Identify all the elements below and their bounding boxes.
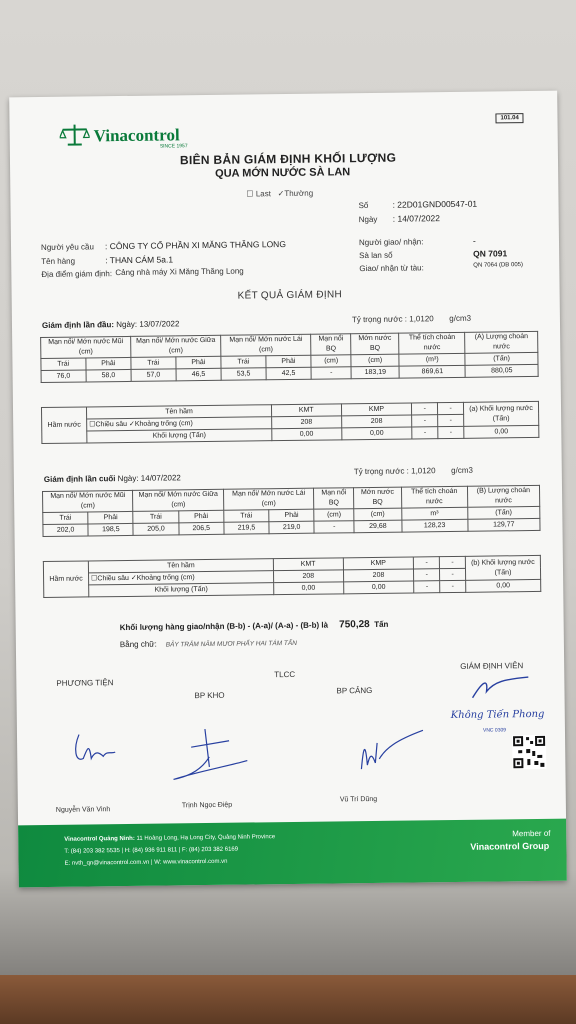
- checkbox-empty-icon: ☐: [89, 420, 96, 428]
- checkbox-empty-icon: ☐: [91, 574, 98, 582]
- sig-giam-dinh-vien: GIÁM ĐỊNH VIÊN: [460, 661, 524, 671]
- table-cell: 208: [272, 416, 342, 429]
- col-phai: Phải: [85, 357, 131, 370]
- checkmark-icon: ✓: [130, 574, 137, 582]
- company-logo: Vinacontrol: [93, 125, 180, 146]
- ship-value: QN 7064 (DB 005): [473, 262, 524, 269]
- inspector-name-script: Không Tiến Phong: [450, 708, 545, 722]
- table-cell: 76,0: [41, 370, 86, 383]
- header-bq: Mạn nổi BQ: [314, 488, 354, 509]
- logo-since: SINCE 1957: [159, 143, 188, 150]
- scale-logo-icon: [60, 122, 90, 146]
- col-phai: Phải: [88, 511, 133, 524]
- table-cell: 0,00: [341, 427, 412, 440]
- footer-address: 11 Hoàng Long, Hạ Long City, Quảng Ninh Province: [136, 834, 276, 842]
- unit-cm: (cm): [351, 354, 399, 367]
- report-title: BIÊN BẢN GIÁM ĐỊNH KHỐI LƯỢNG: [179, 150, 397, 168]
- unit-m3: m³: [401, 507, 467, 520]
- table-cell: -: [440, 580, 466, 592]
- header-giua: Mạn nổi/ Mớn nước Giữa (cm): [131, 335, 221, 357]
- form-code: 101.04: [495, 113, 523, 123]
- header-mon-bq: Mớn nước BQ: [351, 333, 399, 355]
- header-mui: Mạn nổi/ Mớn nước Mũi (cm): [43, 490, 134, 512]
- header-mon-bq: Mớn nước BQ: [354, 487, 402, 509]
- first-inspection-heading: [42, 319, 180, 330]
- footer-company: Vinacontrol Quảng Ninh:: [64, 835, 135, 843]
- table-cell: 29,68: [354, 520, 402, 533]
- khoi-luong: Khối lượng (Tấn): [87, 429, 272, 443]
- ham-label: Hầm nước: [41, 407, 86, 444]
- table-cell: -: [438, 414, 464, 426]
- first-density: [352, 314, 471, 324]
- density-unit: g/cm3: [451, 465, 473, 476]
- summary-value: 750,28: [339, 619, 370, 631]
- table-cell: 198,5: [88, 523, 133, 536]
- table-cell: 129,77: [468, 518, 541, 531]
- unit-cm: (cm): [354, 508, 402, 521]
- chieu-sau: Chiều sâu: [95, 420, 128, 428]
- density-label: Tỷ trọng nước :: [351, 314, 408, 325]
- first-heading: Giám định lần đầu:: [41, 320, 115, 330]
- signature-bp-kho: [169, 726, 250, 781]
- col-phai: Phải: [269, 509, 314, 522]
- checkmark-icon: ✓: [128, 420, 135, 428]
- header-bq: Mạn nổi BQ: [311, 334, 351, 355]
- ten-ham: Tên hầm: [88, 559, 273, 573]
- table-cell: 57,0: [131, 369, 176, 382]
- table-cell: -: [438, 402, 464, 414]
- unit-m3: (m³): [399, 353, 465, 366]
- footer-member-of: Member of: [512, 828, 551, 839]
- floor: [0, 975, 576, 1024]
- density-label: Tỷ trọng nước :: [353, 466, 409, 477]
- ham-result: 0,00: [464, 425, 539, 438]
- header-lai: Mạn nổi/ Mớn nước Lái (cm): [223, 488, 314, 510]
- words-value: BẢY TRĂM NĂM MƯƠI PHẨY HAI TÁM TẤN: [165, 639, 297, 649]
- table-cell: -: [414, 557, 440, 569]
- so-value: : 22D01GND00547-01: [392, 198, 478, 210]
- khoang-trong: Khoảng trống (cm): [134, 419, 193, 428]
- signature-inspector: [464, 671, 534, 702]
- kmp-header: KMP: [341, 403, 412, 416]
- table-cell: 128,23: [402, 519, 468, 532]
- last-tank-table: [43, 555, 541, 598]
- col-trai: Trái: [41, 358, 86, 371]
- kmp-header: KMP: [343, 557, 414, 570]
- summary-words-line: [120, 638, 297, 649]
- kmt-header: KMT: [273, 558, 343, 571]
- table-cell: -: [440, 556, 466, 568]
- option-normal: Thường: [284, 188, 314, 199]
- col-phai: Phải: [176, 356, 222, 369]
- table-cell: 0,00: [274, 582, 344, 595]
- unit-cm: (cm): [311, 355, 351, 367]
- words-label: Bằng chữ:: [119, 639, 157, 650]
- first-date: Ngày: 13/07/2022: [116, 319, 180, 330]
- table-cell: 869,61: [399, 365, 465, 378]
- last-date: Ngày: 14/07/2022: [117, 473, 181, 484]
- place-value: Cảng nhà máy Xi Măng Thăng Long: [115, 266, 244, 278]
- summary-unit: Tấn: [374, 619, 389, 629]
- header-lai: Mạn nổi/ Mớn nước Lái (cm): [221, 334, 311, 356]
- sig-bp-kho: BP KHO: [194, 690, 225, 701]
- table-cell: -: [311, 367, 351, 379]
- col-trai: Trái: [131, 357, 176, 370]
- barge-label: Sà lan số: [359, 250, 393, 261]
- table-cell: 46,5: [176, 368, 222, 381]
- option-last: Last: [255, 189, 271, 199]
- col-trai: Trái: [221, 356, 266, 369]
- ship-label: Giao/ nhận từ tàu:: [359, 263, 424, 274]
- unit-tan: (Tấn): [467, 506, 540, 519]
- table-cell: -: [414, 581, 440, 593]
- footer-address-line: [64, 834, 275, 843]
- name-phuong-tien: Nguyễn Văn Vinh: [55, 806, 111, 814]
- col-trai: Trái: [133, 511, 178, 524]
- result-title: KẾT QUẢ GIÁM ĐỊNH: [237, 289, 343, 302]
- density-value: 1,0120: [409, 314, 434, 324]
- unit-tan: (Tấn): [465, 352, 538, 365]
- summary-label: Khối lượng hàng giao/nhận (B-b) - (A-a)/ (A-a) - (B-b) là: [119, 620, 329, 633]
- header-luong: (A) Lượng choán nước: [465, 331, 538, 353]
- last-inspection-heading: [44, 473, 181, 484]
- table-cell: -: [412, 415, 438, 427]
- barge-value: QN 7091: [473, 248, 508, 259]
- table-cell: 208: [273, 570, 343, 583]
- so-label: Số: [358, 200, 369, 211]
- table-cell: 880,05: [465, 364, 538, 377]
- vnc-code: VNC 0309: [482, 727, 507, 734]
- ham-label: Hầm nước: [43, 561, 88, 598]
- report-type-options: [246, 189, 313, 199]
- table-cell: 219,5: [224, 522, 269, 535]
- table-cell: -: [412, 427, 438, 439]
- unit-cm: (cm): [314, 509, 354, 521]
- col-phai: Phải: [266, 355, 312, 368]
- table-cell: -: [412, 403, 438, 415]
- cargo-label: Tên hàng: [41, 256, 76, 266]
- ngay-value: : 14/07/2022: [392, 213, 441, 224]
- checkbox-empty-icon: ☐: [246, 189, 254, 199]
- footer-group: Vinacontrol Group: [470, 840, 550, 852]
- table-cell: 206,5: [179, 522, 224, 535]
- ham-result: 0,00: [466, 579, 541, 592]
- table-cell: 208: [341, 415, 412, 428]
- table-cell: -: [440, 568, 466, 580]
- header-giua: Mạn nổi/ Mớn nước Giữa (cm): [133, 489, 224, 511]
- sig-tlcc: TLCC: [274, 669, 296, 680]
- density-value: 1,0120: [411, 466, 436, 476]
- checkmark-icon: ✓: [277, 189, 285, 199]
- header-luong: (B) Lượng choán nước: [467, 485, 540, 507]
- footer-band: [18, 819, 567, 888]
- signature-phuong-tien: [69, 728, 119, 769]
- header-mui: Mạn nổi/ Mớn nước Mũi (cm): [41, 336, 131, 358]
- header-the-tich: Thể tích choán nước: [401, 486, 467, 508]
- deliverer-value: -: [472, 235, 476, 246]
- ham-result-label: (b) Khối lượng nước (Tấn): [465, 555, 540, 580]
- table-cell: -: [414, 569, 440, 581]
- header-the-tich: Thể tích choán nước: [399, 332, 465, 354]
- requester-label: Người yêu cầu: [40, 242, 94, 252]
- signature-bp-cang: [355, 728, 426, 775]
- table-cell: -: [314, 521, 354, 533]
- inspection-report-sheet: [9, 91, 567, 888]
- summary-line: [120, 619, 389, 633]
- deliverer-label: Người giao/ nhận:: [358, 237, 424, 248]
- last-density: [354, 466, 473, 476]
- table-cell: 205,0: [133, 523, 178, 536]
- kmt-header: KMT: [271, 404, 341, 417]
- table-cell: 183,19: [351, 366, 399, 379]
- density-unit: g/cm3: [449, 313, 472, 324]
- chieu-sau: Chiều sâu: [97, 574, 129, 582]
- footer-email: E: nvth_qn@vinacontrol.com.vn | W: www.vinacontrol.com.vn: [64, 858, 228, 867]
- col-trai: Trái: [224, 510, 269, 523]
- table-cell: 58,0: [86, 369, 132, 382]
- ngay-label: Ngày: [358, 214, 378, 225]
- table-cell: 42,5: [266, 367, 312, 380]
- table-cell: 0,00: [343, 581, 414, 594]
- table-cell: 208: [343, 569, 414, 582]
- first-draft-table: [40, 331, 539, 383]
- last-heading: Giám định lần cuối: [43, 474, 116, 484]
- table-cell: -: [438, 426, 464, 438]
- cargo-value: : THAN CÁM 5a.1: [105, 254, 174, 266]
- qr-code-icon: [512, 735, 546, 769]
- ham-result-label: (a) Khối lượng nước (Tấn): [463, 401, 538, 426]
- table-cell: 53,5: [221, 368, 266, 381]
- report-subtitle: QUA MỚN NƯỚC SÀ LAN: [215, 166, 351, 180]
- first-tank-table: [41, 401, 539, 444]
- name-bp-cang: Vũ Trí Dũng: [339, 795, 378, 804]
- sig-bp-cang: BP CẢNG: [336, 685, 373, 696]
- table-cell: 0,00: [272, 428, 342, 441]
- khoang-trong: Khoảng trống (cm): [136, 573, 195, 582]
- table-cell: 202,0: [43, 524, 88, 537]
- sig-phuong-tien: PHƯƠNG TIỆN: [56, 678, 114, 688]
- last-draft-table: [42, 485, 541, 537]
- table-cell: 219,0: [269, 521, 314, 534]
- col-phai: Phải: [178, 510, 223, 523]
- col-trai: Trái: [43, 512, 88, 525]
- khoi-luong: Khối lượng (Tấn): [89, 583, 274, 597]
- place-label: Địa điểm giám định:: [41, 269, 113, 279]
- footer-phones: T: (84) 203 382 5535 | H: (84) 936 911 811 | F: (84) 203 382 6169: [64, 846, 239, 855]
- requester-value: : CÔNG TY CỔ PHẦN XI MĂNG THĂNG LONG: [104, 239, 286, 252]
- ten-ham: Tên hầm: [86, 405, 271, 419]
- name-bp-kho: Trịnh Ngọc Điệp: [181, 801, 233, 810]
